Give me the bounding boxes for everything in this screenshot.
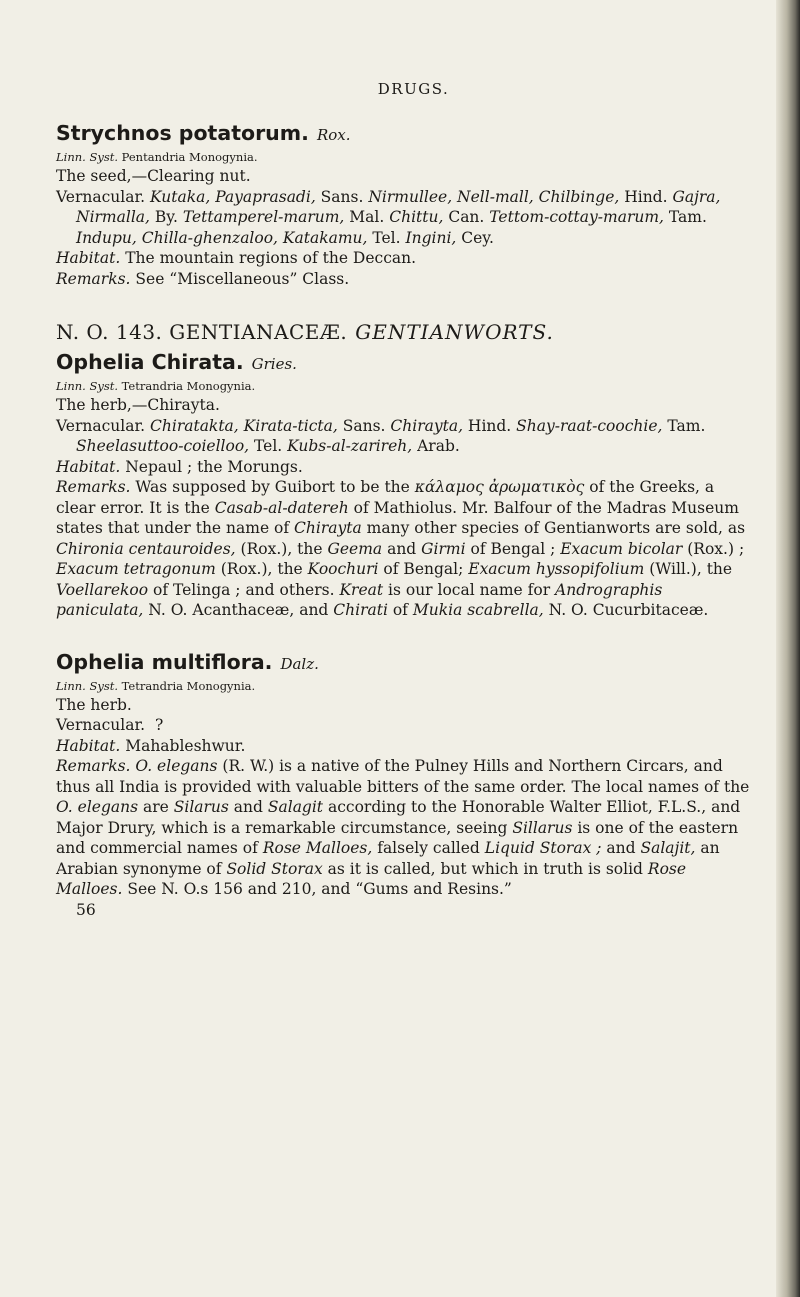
page-number: 56: [76, 900, 96, 919]
remarks: [56, 269, 753, 290]
entry-ophelia-multiflora: [56, 649, 753, 920]
system-label: Linn. Syst.: [56, 150, 118, 164]
text-run: of Bengal ;: [465, 539, 561, 558]
text-run: Sans.: [315, 187, 369, 206]
vernacular-text: [76, 188, 720, 247]
part-used: The herb.: [56, 695, 132, 714]
text-run: Tam.: [662, 416, 706, 435]
italic-term: Nirmullee, Nell-mall, Chilbinge,: [368, 187, 620, 206]
family-number: N. O. 143.: [56, 320, 163, 344]
system-label: Linn. Syst.: [56, 678, 118, 693]
remarks-text: [56, 478, 745, 619]
text-run: Tel.: [249, 437, 288, 455]
text-run: Cey.: [456, 228, 494, 247]
vernacular-label: Vernacular.: [56, 187, 146, 206]
text-run: many other species of Gentianworts are sold, as: [361, 519, 746, 537]
text-run: (Rox.), the: [235, 539, 328, 558]
text-run: of the Greeks, a clear error. It is the: [56, 478, 715, 517]
vernacular-text: [76, 417, 705, 456]
italic-term: Gajra, Nirmalla,: [76, 187, 721, 226]
text-run: and: [382, 539, 422, 558]
italic-term: Chittu,: [389, 208, 444, 226]
text-run: as it is called, but which in truth is solid: [322, 859, 648, 878]
text-run: is one of the eastern and commercial names of: [56, 818, 739, 857]
part-used: The seed,—Clearing nut.: [56, 167, 251, 185]
text-run: of: [387, 601, 413, 619]
species-name: Strychnos potatorum.: [56, 121, 309, 145]
remarks-text: See “Miscellaneous” Class.: [135, 269, 350, 288]
authority: Dalz.: [280, 654, 319, 673]
authority: Gries.: [251, 355, 297, 373]
text-run: Arab.: [412, 437, 460, 455]
vernacular-label: Vernacular.: [56, 716, 146, 734]
italic-term: Solid Storax: [226, 859, 323, 878]
entry-strychnos: [56, 120, 753, 289]
italic-term: Kutaka, Payaprasadi,: [150, 187, 316, 206]
italic-term: Tettom-cottay-marum,: [489, 208, 664, 226]
italic-term: Mukia scabrella,: [412, 601, 544, 619]
system-value: Tetrandria Monogynia.: [121, 379, 256, 393]
italic-term: Salajit,: [640, 839, 696, 857]
remarks: [56, 756, 753, 900]
italic-term: O. elegans: [135, 757, 218, 775]
linnaean-system: [56, 377, 753, 395]
text-run: is our local name for: [383, 580, 556, 599]
vernacular-names: [56, 416, 753, 457]
text-run: of Bengal;: [378, 560, 469, 578]
italic-term: Rose Malloes,: [262, 839, 373, 857]
italic-term: Exacum tetragonum: [56, 560, 216, 578]
italic-term: Voellarekoo: [56, 580, 149, 599]
remarks-label: Remarks.: [56, 478, 131, 496]
text-run: and: [228, 798, 268, 816]
system-label: Linn. Syst.: [56, 379, 118, 393]
text-run: Hind.: [619, 187, 673, 206]
running-head: DRUGS.: [377, 80, 450, 98]
family-name: GENTIANACEÆ.: [169, 320, 348, 344]
italic-term: Kubs-al-zarireh,: [287, 437, 413, 455]
italic-term: Shay-raat-coochie,: [516, 416, 663, 435]
italic-term: Chiratakta, Kirata-ticta,: [150, 416, 338, 435]
family-heading: [56, 319, 753, 345]
remarks-label: Remarks.: [56, 269, 131, 288]
text-run: Hind.: [463, 416, 517, 435]
entry-title: [56, 120, 753, 148]
italic-term: Tettamperel-marum,: [182, 208, 345, 226]
italic-term: Silarus: [173, 798, 229, 816]
italic-term: Indupu, Chilla-ghenzaloo, Katakamu,: [76, 228, 368, 247]
italic-term: O. elegans: [56, 798, 139, 816]
text-run: are: [138, 798, 174, 816]
italic-term: Salagit: [267, 798, 324, 816]
italic-term: Ingini,: [405, 228, 457, 247]
italic-term: Chirayta: [294, 519, 362, 537]
habitat-value: The mountain regions of the Deccan.: [125, 249, 417, 267]
text-run: See N. O.s 156 and 210, and “Gums and Resins.”: [122, 880, 512, 898]
linnaean-system: [56, 677, 753, 695]
species-name: Ophelia multiflora.: [56, 649, 273, 674]
habitat-label: Habitat.: [56, 736, 121, 755]
text-run: (R. W.) is a native of the Pulney Hills and Northern Circars, and thus all India is provided with valuable bitters of the same order. The local names of the: [56, 757, 750, 796]
italic-term: Rose Malloes.: [56, 859, 687, 898]
text-run: an Arabian synonyme of: [56, 839, 720, 878]
italic-term: Chirati: [333, 601, 388, 619]
italic-term: Liquid Storax ;: [484, 839, 602, 857]
habitat-label: Habitat.: [56, 249, 121, 267]
text-run: according to the Honorable Walter Elliot, F.L.S., and Major Drury, which is a remarkable circumstance, seeing: [56, 798, 741, 837]
remarks: [56, 477, 753, 621]
remarks-text: [56, 757, 749, 898]
italic-term: Sillarus: [512, 818, 573, 837]
system-value: Tetrandria Monogynia.: [121, 678, 256, 693]
linnaean-system: [56, 148, 753, 166]
part-used: The herb,—Chirayta.: [56, 396, 220, 414]
italic-term: Koochuri: [307, 560, 379, 578]
book-page: [56, 80, 753, 920]
text-run: Tel.: [367, 228, 406, 247]
italic-term: κάλαμος ἀρωματικὸς: [414, 478, 585, 496]
text-run: N. O. Acanthaceæ, and: [143, 601, 334, 619]
text-run: and: [601, 839, 641, 857]
italic-term: Casab-al-datereh: [214, 498, 349, 517]
entry-ophelia-chirata: [56, 349, 753, 621]
entry-title: [56, 649, 753, 677]
text-run: Can.: [443, 208, 490, 226]
text-run: of Telinga ; and others.: [148, 580, 340, 599]
italic-term: Chirayta,: [390, 416, 463, 435]
italic-term: Andrographis paniculata,: [56, 580, 663, 619]
habitat: [56, 248, 753, 269]
italic-term: Exacum bicolar: [560, 539, 683, 558]
text-run: By.: [149, 208, 183, 226]
text-run: Mal.: [344, 208, 390, 226]
habitat: [56, 736, 753, 757]
text-run: N. O. Cucurbitaceæ.: [543, 601, 709, 619]
page-edge-shadow: [776, 0, 800, 1297]
authority: Rox.: [316, 126, 351, 144]
text-run: Was supposed by Guibort to be the: [135, 478, 415, 496]
habitat-value: Mahableshwur.: [125, 736, 246, 755]
remarks-label: Remarks.: [56, 757, 131, 775]
family-common-name: GENTIANWORTS.: [355, 320, 554, 344]
italic-term: Sheelasuttoo-coielloo,: [76, 437, 250, 455]
vernacular-value: ?: [154, 716, 164, 734]
vernacular-names: [56, 715, 753, 736]
italic-term: Geema: [327, 539, 383, 558]
habitat: [56, 457, 753, 478]
habitat-value: Nepaul ; the Morungs.: [125, 457, 303, 476]
text-run: Sans.: [337, 416, 391, 435]
italic-term: Chironia centauroides,: [56, 539, 236, 558]
habitat-label: Habitat.: [56, 457, 121, 476]
text-run: (Rox.), the: [215, 560, 308, 578]
vernacular-names: [56, 187, 753, 249]
italic-term: Girmi: [421, 539, 466, 558]
system-value: Pentandria Monogynia.: [121, 150, 258, 164]
italic-term: Kreat: [339, 580, 384, 599]
species-name: Ophelia Chirata.: [56, 350, 244, 374]
text-run: of Mathiolus. Mr. Balfour of the Madras Museum states that under the name of: [56, 498, 739, 537]
text-run: Tam.: [663, 208, 707, 226]
entry-title: [56, 349, 753, 377]
vernacular-label: Vernacular.: [56, 416, 146, 435]
text-run: (Will.), the: [644, 560, 733, 578]
text-run: falsely called: [372, 839, 485, 857]
italic-term: Exacum hyssopifolium: [468, 560, 645, 578]
text-run: (Rox.) ;: [682, 539, 745, 558]
